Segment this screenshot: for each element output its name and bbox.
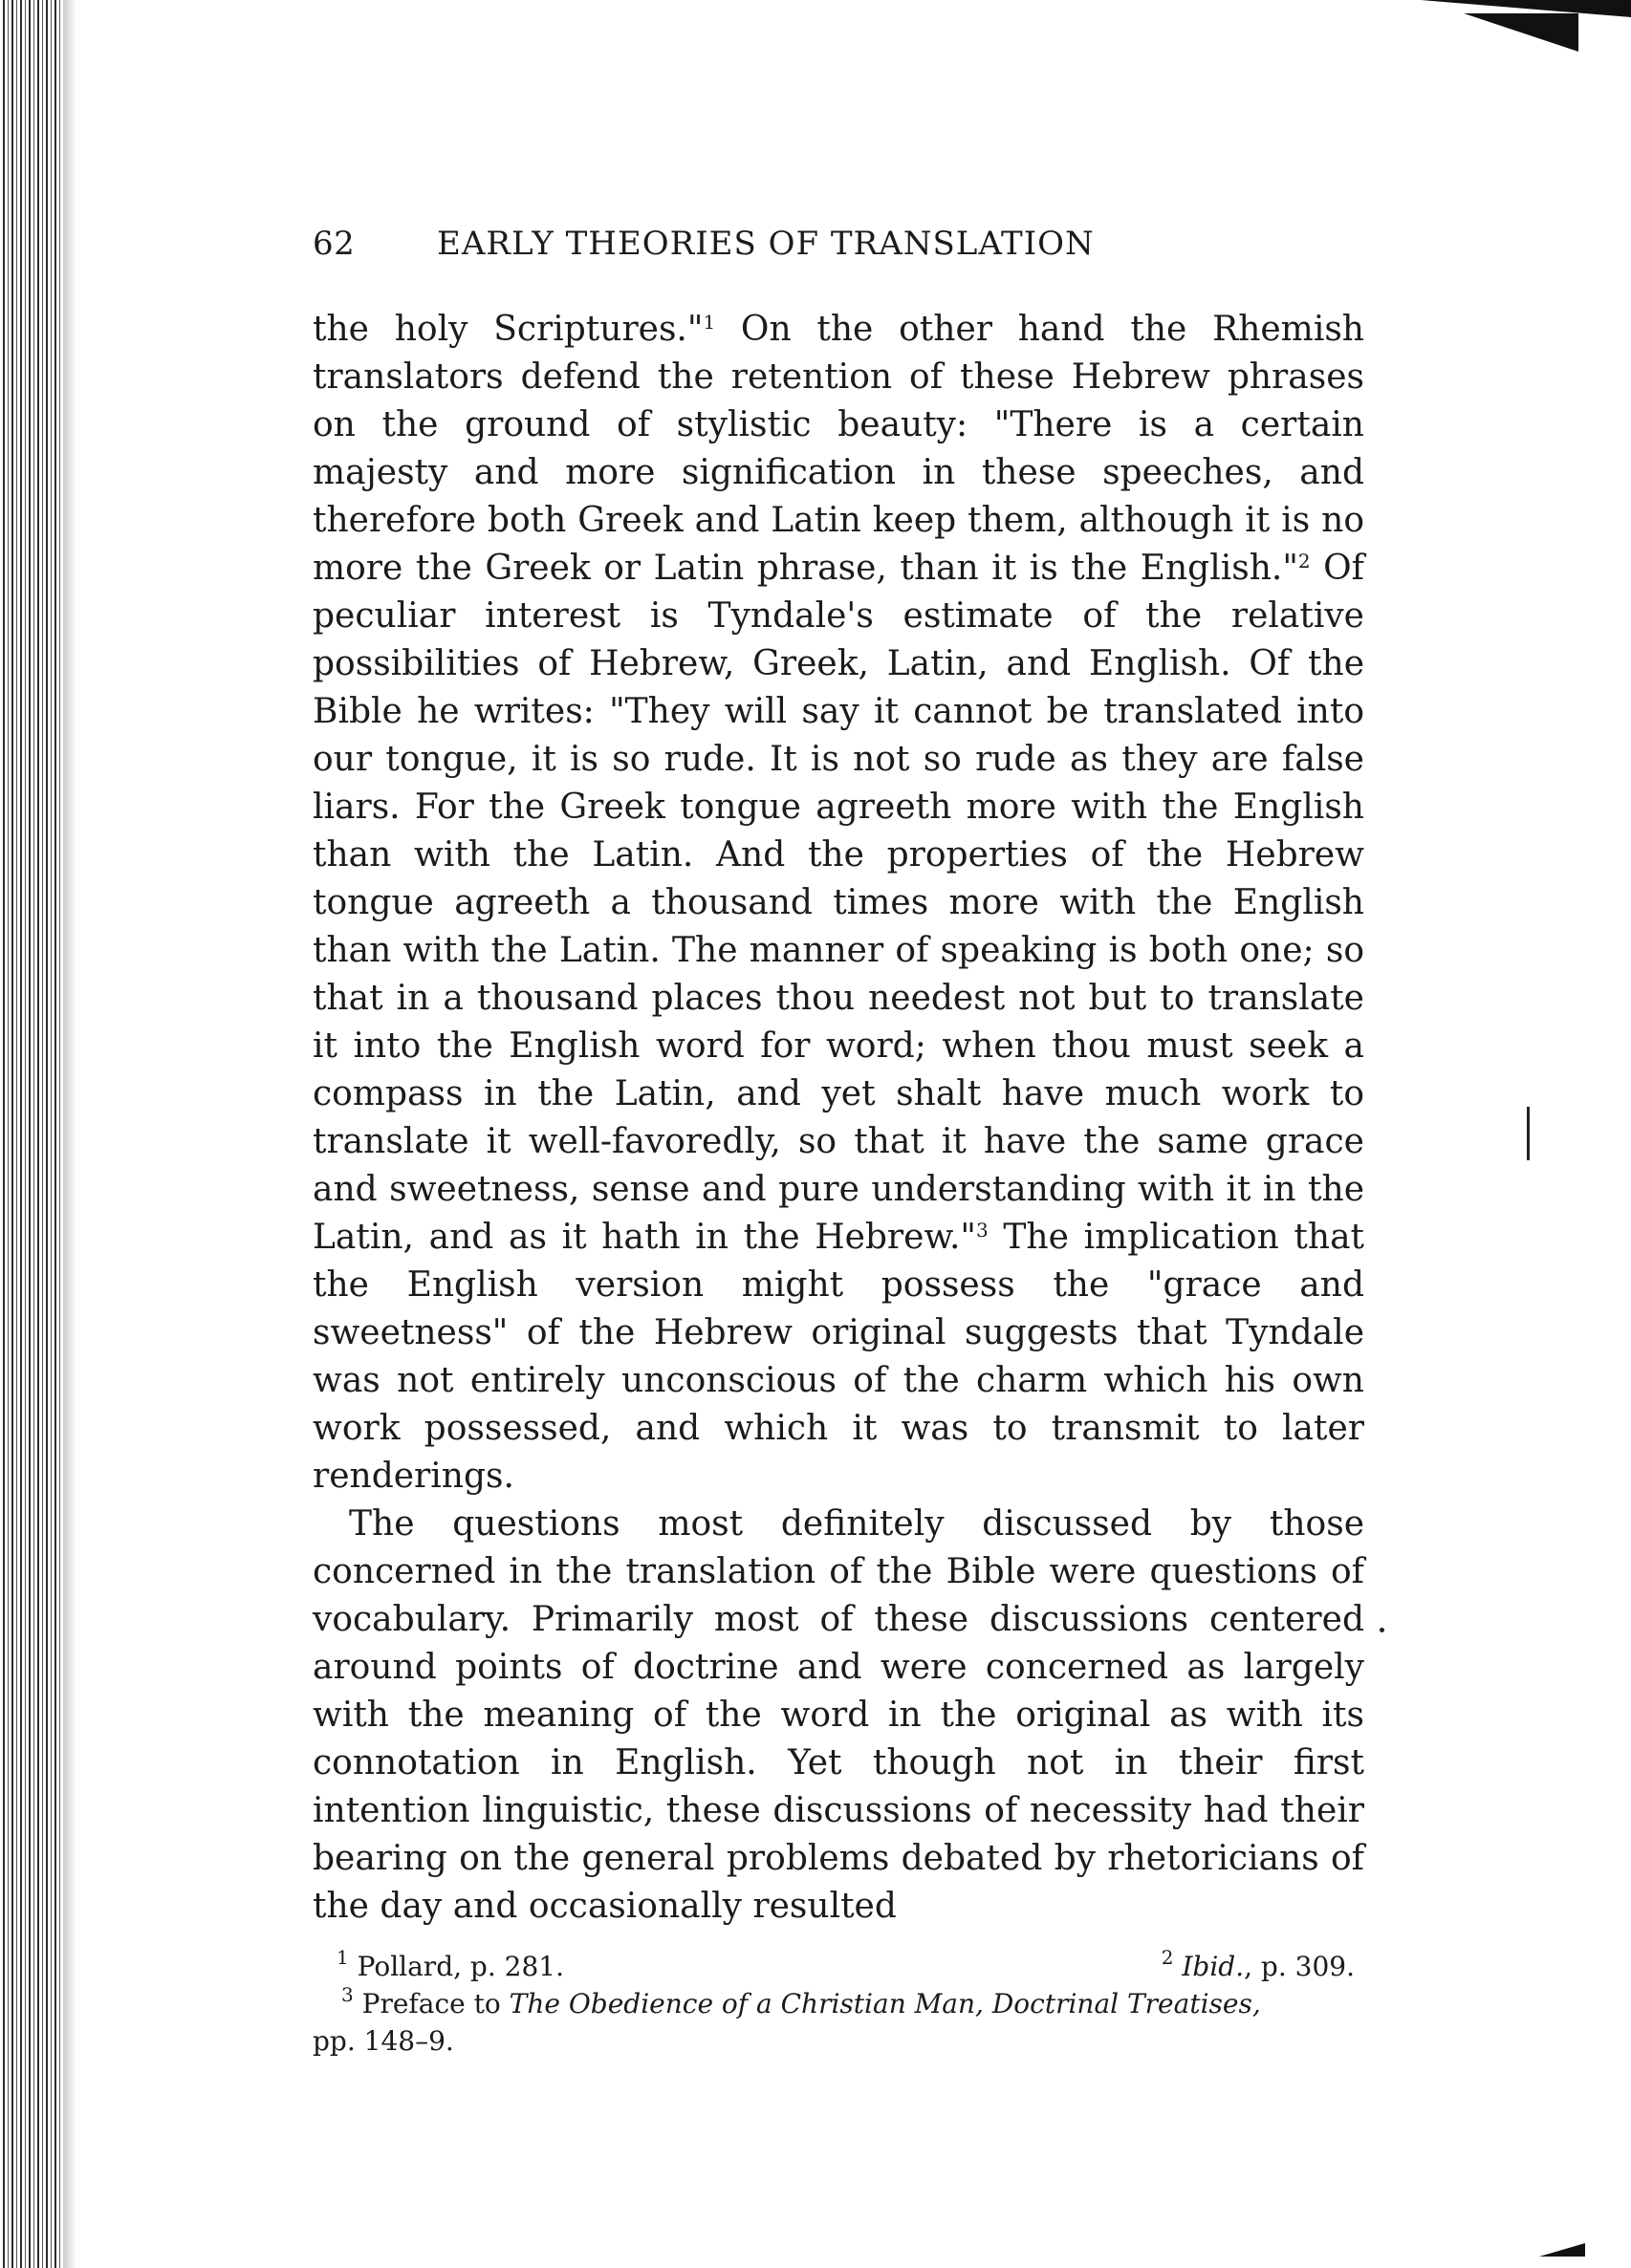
footnote-ref-3: 3 [976,1219,989,1242]
footnote-3: $^3$ Preface to The Obedience of a Christian Man, Doctrinal Treatises, [341,1983,1261,2020]
margin-dot-mark [1380,1628,1384,1632]
book-binding-edge [0,0,76,2268]
footnote-3-continuation: pp. 148–9. [313,2025,454,2057]
book-page [313,225,1364,2060]
footnote-ref-2: 2 [1297,550,1311,572]
body-text [313,306,1364,1931]
scan-corner-arrow [1464,13,1578,52]
page-number: 62 [313,225,356,263]
paragraph-2: The questions most definitely discussed by those concerned in the translation of the Bible were questions of vocabulary. Primarily most of these discussions centered around points of doctrine and were concerned as largely with the meaning of the word in the original as with its connotation in English. Yet though not in their first intention linguistic, these discussions of necessity had their bearing on the general problems debated by rhetoricians of the day and occasionally resulted [313,1504,1364,1926]
running-head: EARLY THEORIES OF TRANSLATION [437,225,1095,263]
page-header [313,225,1364,282]
footnote-row-1-2 [337,1948,1364,1985]
footnotes [313,1948,1364,2060]
footnote-1: $^1$ Pollard, p. 281. [337,1946,564,1982]
margin-bar-mark [1527,1107,1530,1160]
scan-bottom-mark [1539,2243,1585,2257]
footnote-2: $^2$ Ibid., p. 309. [1161,1946,1355,1982]
paragraph-1: the holy Scriptures."$^1$ On the other hand the Rhemish translators defend the retention of these Hebrew phrases on the ground of stylistic beauty: "There is a certain majesty and more signification in these speeches, and therefore both Greek and Latin keep them, although it is no more the Greek or Latin phrase, than it is the English."$^2$ Of peculiar interest is Tyndale's estimate of the relative possibilities of Hebrew, Greek, Latin, and English. Of the Bible he writes: "They will say it cannot be translated into our tongue, it is so rude. It is not so rude as they are false liars. For the Greek tongue agreeth more with the English than with the Latin. And the properties of the Hebrew tongue agreeth a thousand times more with the English than with the Latin. The manner of speaking is both one; so that in a thousand places thou needest not but to translate it into the English word for word; when thou must seek a compass in the Latin, and yet shalt have much work to translate it well-favoredly, so that it have the same grace and sweetness, sense and pure understanding with it in the Latin, and as it hath in the Hebrew."$^3$ The implication that the English version might possess the "grace and sweetness" of the Hebrew original suggests that Tyndale was not entirely unconscious of the charm which his own work possessed, and which it was to transmit to later renderings. [313,310,1365,1496]
footnote-ref-1: 1 [703,311,716,334]
